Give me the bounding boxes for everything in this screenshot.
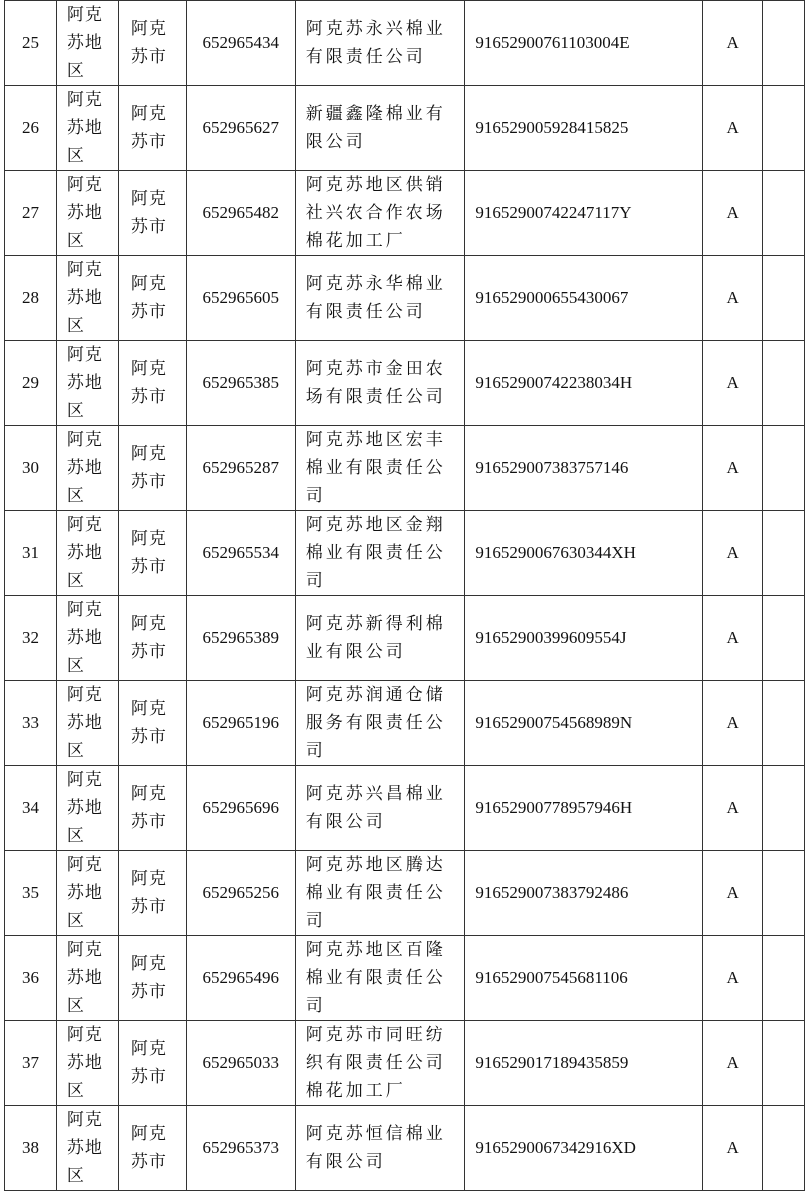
area-code-cell: 652965287	[186, 426, 295, 511]
table-row	[5, 1106, 805, 1191]
city-text: 阿克苏市	[130, 19, 167, 66]
company-name-cell	[295, 341, 465, 426]
blank-cell	[763, 256, 805, 341]
area-code-cell: 652965605	[186, 256, 295, 341]
table-row	[5, 256, 805, 341]
city-text: 阿克苏市	[130, 274, 167, 321]
credit-code-cell: 916529017189435859	[465, 1021, 703, 1106]
city-text: 阿克苏市	[130, 529, 167, 576]
grade-cell: A	[703, 596, 763, 681]
blank-cell	[763, 1, 805, 86]
row-number-cell: 32	[5, 596, 57, 681]
company-name-text: 阿克苏永兴棉业有限责任公司	[305, 19, 446, 66]
area-code-cell: 652965389	[186, 596, 295, 681]
blank-cell	[763, 171, 805, 256]
row-number-cell: 37	[5, 1021, 57, 1106]
city-text: 阿克苏市	[130, 189, 167, 236]
city-cell	[118, 851, 186, 936]
table-row	[5, 341, 805, 426]
area-code-cell: 652965496	[186, 936, 295, 1021]
grade-cell: A	[703, 1106, 763, 1191]
region-cell	[56, 1, 118, 86]
table-row	[5, 1021, 805, 1106]
blank-cell	[763, 936, 805, 1021]
table-row	[5, 596, 805, 681]
table-row	[5, 1, 805, 86]
row-number-cell: 28	[5, 256, 57, 341]
city-text: 阿克苏市	[130, 1039, 167, 1086]
company-name-cell	[295, 256, 465, 341]
region-cell	[56, 596, 118, 681]
city-text: 阿克苏市	[130, 444, 167, 491]
table-row	[5, 681, 805, 766]
region-text: 阿克苏地区	[66, 345, 103, 420]
grade-cell: A	[703, 511, 763, 596]
grade-cell: A	[703, 851, 763, 936]
region-text: 阿克苏地区	[66, 940, 103, 1015]
credit-code-cell: 91652900761103004E	[465, 1, 703, 86]
company-name-text: 阿克苏永华棉业有限责任公司	[305, 274, 446, 321]
city-cell	[118, 341, 186, 426]
region-cell	[56, 936, 118, 1021]
region-cell	[56, 171, 118, 256]
region-cell	[56, 851, 118, 936]
company-name-text: 阿克苏地区金翔棉业有限责任公司	[305, 515, 446, 590]
blank-cell	[763, 766, 805, 851]
area-code-cell: 652965696	[186, 766, 295, 851]
credit-code-cell: 91652900742247117Y	[465, 171, 703, 256]
company-name-text: 阿克苏地区百隆棉业有限责任公司	[305, 940, 446, 1015]
company-name-text: 阿克苏兴昌棉业有限公司	[305, 784, 446, 831]
city-cell	[118, 1, 186, 86]
region-text: 阿克苏地区	[66, 515, 103, 590]
credit-code-cell: 916529005928415825	[465, 86, 703, 171]
blank-cell	[763, 511, 805, 596]
area-code-cell: 652965196	[186, 681, 295, 766]
region-text: 阿克苏地区	[66, 175, 103, 250]
city-text: 阿克苏市	[130, 699, 167, 746]
credit-code-cell: 9165290067342916XD	[465, 1106, 703, 1191]
table-body	[5, 1, 805, 1191]
credit-code-cell: 916529007545681106	[465, 936, 703, 1021]
region-cell	[56, 1106, 118, 1191]
grade-cell: A	[703, 1, 763, 86]
region-text: 阿克苏地区	[66, 1110, 103, 1185]
region-text: 阿克苏地区	[66, 600, 103, 675]
row-number-cell: 38	[5, 1106, 57, 1191]
area-code-cell: 652965434	[186, 1, 295, 86]
blank-cell	[763, 426, 805, 511]
region-cell	[56, 1021, 118, 1106]
city-cell	[118, 766, 186, 851]
city-text: 阿克苏市	[130, 1124, 167, 1171]
row-number-cell: 36	[5, 936, 57, 1021]
company-name-text: 阿克苏新得利棉业有限公司	[305, 614, 446, 661]
region-cell	[56, 341, 118, 426]
region-text: 阿克苏地区	[66, 1025, 103, 1100]
area-code-cell: 652965627	[186, 86, 295, 171]
company-name-cell	[295, 596, 465, 681]
city-cell	[118, 681, 186, 766]
area-code-cell: 652965033	[186, 1021, 295, 1106]
credit-code-cell: 916529000655430067	[465, 256, 703, 341]
company-name-text: 阿克苏地区供销社兴农合作农场棉花加工厂	[305, 175, 446, 250]
row-number-cell: 29	[5, 341, 57, 426]
city-text: 阿克苏市	[130, 614, 167, 661]
grade-cell: A	[703, 936, 763, 1021]
city-cell	[118, 171, 186, 256]
grade-cell: A	[703, 86, 763, 171]
company-name-text: 阿克苏地区腾达棉业有限责任公司	[305, 855, 446, 930]
area-code-cell: 652965534	[186, 511, 295, 596]
table-row	[5, 936, 805, 1021]
table-row	[5, 511, 805, 596]
company-name-cell	[295, 511, 465, 596]
blank-cell	[763, 596, 805, 681]
company-name-text: 阿克苏市同旺纺织有限责任公司棉花加工厂	[305, 1025, 446, 1100]
region-cell	[56, 766, 118, 851]
grade-cell: A	[703, 171, 763, 256]
company-table	[4, 0, 805, 1191]
row-number-cell: 30	[5, 426, 57, 511]
credit-code-cell: 916529007383757146	[465, 426, 703, 511]
region-text: 阿克苏地区	[66, 685, 103, 760]
blank-cell	[763, 1021, 805, 1106]
grade-cell: A	[703, 341, 763, 426]
table-row	[5, 86, 805, 171]
company-name-cell	[295, 1, 465, 86]
credit-code-cell: 91652900399609554J	[465, 596, 703, 681]
company-name-cell	[295, 86, 465, 171]
region-cell	[56, 86, 118, 171]
region-cell	[56, 681, 118, 766]
company-name-cell	[295, 936, 465, 1021]
company-name-cell	[295, 1106, 465, 1191]
row-number-cell: 34	[5, 766, 57, 851]
row-number-cell: 27	[5, 171, 57, 256]
city-text: 阿克苏市	[130, 784, 167, 831]
table-row	[5, 171, 805, 256]
region-text: 阿克苏地区	[66, 260, 103, 335]
row-number-cell: 35	[5, 851, 57, 936]
region-cell	[56, 426, 118, 511]
company-name-text: 阿克苏地区宏丰棉业有限责任公司	[305, 430, 446, 505]
region-text: 阿克苏地区	[66, 855, 103, 930]
city-cell	[118, 596, 186, 681]
city-text: 阿克苏市	[130, 104, 167, 151]
area-code-cell: 652965256	[186, 851, 295, 936]
blank-cell	[763, 86, 805, 171]
grade-cell: A	[703, 1021, 763, 1106]
row-number-cell: 31	[5, 511, 57, 596]
table-row	[5, 851, 805, 936]
credit-code-cell: 91652900754568989N	[465, 681, 703, 766]
company-name-text: 阿克苏润通仓储服务有限责任公司	[305, 685, 446, 760]
region-cell	[56, 256, 118, 341]
grade-cell: A	[703, 681, 763, 766]
city-cell	[118, 86, 186, 171]
row-number-cell: 25	[5, 1, 57, 86]
credit-code-cell: 9165290067630344XH	[465, 511, 703, 596]
city-cell	[118, 936, 186, 1021]
company-name-cell	[295, 766, 465, 851]
region-text: 阿克苏地区	[66, 5, 103, 80]
blank-cell	[763, 1106, 805, 1191]
company-name-cell	[295, 1021, 465, 1106]
city-cell	[118, 426, 186, 511]
city-cell	[118, 1021, 186, 1106]
credit-code-cell: 916529007383792486	[465, 851, 703, 936]
table-row	[5, 766, 805, 851]
company-name-text: 阿克苏恒信棉业有限公司	[305, 1124, 446, 1171]
area-code-cell: 652965373	[186, 1106, 295, 1191]
credit-code-cell: 91652900778957946H	[465, 766, 703, 851]
company-name-cell	[295, 171, 465, 256]
grade-cell: A	[703, 426, 763, 511]
city-text: 阿克苏市	[130, 359, 167, 406]
grade-cell: A	[703, 256, 763, 341]
company-name-text: 阿克苏市金田农场有限责任公司	[305, 359, 446, 406]
blank-cell	[763, 851, 805, 936]
city-cell	[118, 256, 186, 341]
blank-cell	[763, 681, 805, 766]
grade-cell: A	[703, 766, 763, 851]
region-text: 阿克苏地区	[66, 90, 103, 165]
city-text: 阿克苏市	[130, 869, 167, 916]
region-text: 阿克苏地区	[66, 770, 103, 845]
company-name-cell	[295, 851, 465, 936]
table-row	[5, 426, 805, 511]
company-name-cell	[295, 426, 465, 511]
area-code-cell: 652965385	[186, 341, 295, 426]
region-cell	[56, 511, 118, 596]
area-code-cell: 652965482	[186, 171, 295, 256]
city-cell	[118, 511, 186, 596]
city-cell	[118, 1106, 186, 1191]
region-text: 阿克苏地区	[66, 430, 103, 505]
blank-cell	[763, 341, 805, 426]
row-number-cell: 26	[5, 86, 57, 171]
row-number-cell: 33	[5, 681, 57, 766]
company-name-cell	[295, 681, 465, 766]
city-text: 阿克苏市	[130, 954, 167, 1001]
company-name-text: 新疆鑫隆棉业有限公司	[305, 104, 446, 151]
credit-code-cell: 91652900742238034H	[465, 341, 703, 426]
